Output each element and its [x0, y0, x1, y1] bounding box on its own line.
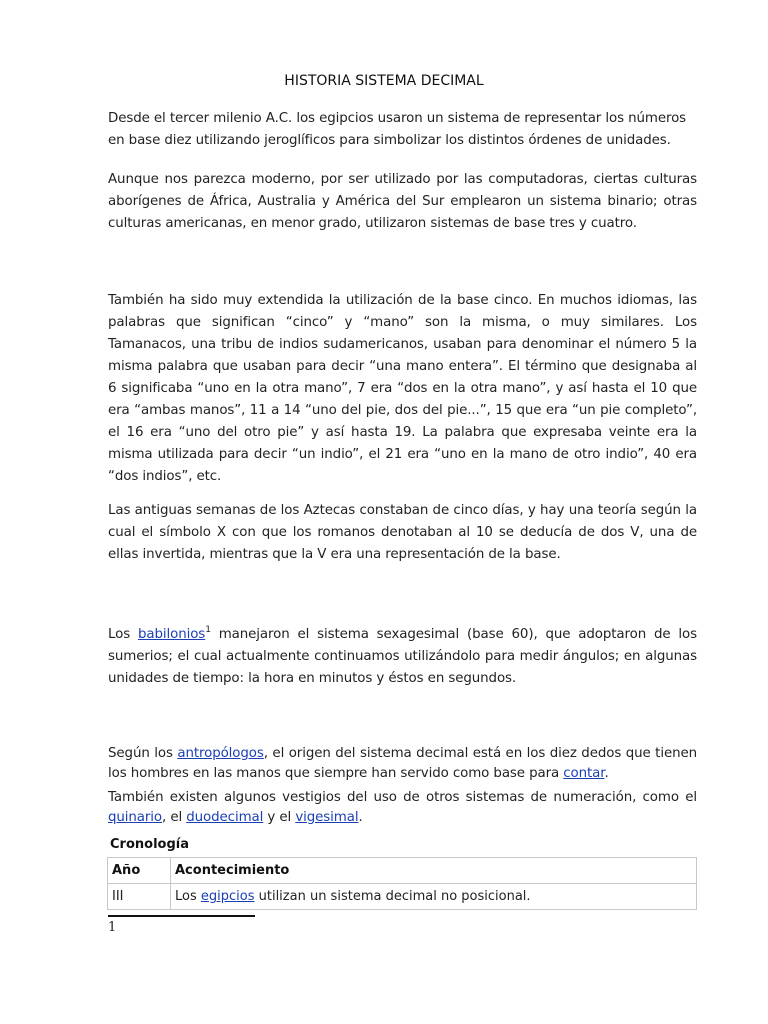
paragraph-text: . [358, 810, 363, 825]
link-duodecimal[interactable]: duodecimal [186, 810, 264, 825]
table-row [108, 884, 697, 910]
table-header-row [108, 858, 697, 884]
paragraph-antropologos [108, 744, 697, 784]
link-contar[interactable]: contar [563, 766, 605, 781]
column-header-year: Año [108, 858, 171, 884]
paragraph-text: . [604, 766, 609, 781]
paragraph-text: Los [108, 627, 138, 642]
paragraph-text: , el [162, 810, 187, 825]
paragraph-text: Según los [108, 746, 178, 761]
chronology-heading: Cronología [110, 837, 189, 852]
paragraph-text: , el origen del sistema decimal está en los diez dedos que tienen los hombres en las manos que siempre han servido como base para [108, 746, 697, 781]
cell-event [171, 884, 697, 910]
paragraph-aztecas: Las antiguas semanas de los Aztecas constaban de cinco días, y hay una teoría según la cual el símbolo X con que los romanos denotaban al 10 se deducía de dos V, una de ellas invertida, mientras que la V era una representación de la base. [108, 503, 697, 562]
footnote-reference[interactable]: 1 [205, 625, 211, 635]
cell-year: III [108, 884, 171, 910]
link-vigesimal[interactable]: vigesimal [295, 810, 359, 825]
paragraph-babilonios [108, 624, 697, 690]
column-header-event: Acontecimiento [171, 858, 697, 884]
link-quinario[interactable]: quinario [108, 810, 163, 825]
paragraph-text: y el [263, 810, 296, 825]
cell-text: utilizan un sistema decimal no posicional. [254, 889, 531, 904]
paragraph-base-cinco: También ha sido muy extendida la utilización de la base cinco. En muchos idiomas, las palabras que significan “cinco” y “mano” son la misma, o muy similares. Los Tamanacos, una tribu de indios sudamericanos, usaban para denominar el número 5 la misma palabra que usaban para decir “una mano entera”. El término que designaba al 6 significaba “uno en la otra mano”, 7 era “dos en la otra mano”, y así hasta el 10 que era “ambas manos”, 11 a 14 “uno del pie, dos del pie...”, 15 que era “un pie completo”, el 16 era “uno del otro pie” y así hasta 19. La palabra que expresaba veinte era la misma utilizada para decir “un indio”, el 21 era “uno en la mano de otro indio”, 40 era “dos indios”, etc. [108, 293, 697, 484]
cell-text: Los [175, 889, 201, 904]
chronology-table [107, 857, 697, 910]
paragraph-binario: Aunque nos parezca moderno, por ser utilizado por las computadoras, ciertas culturas aborígenes de África, Australia y América del Sur emplearon un sistema binario; otras culturas americanas, en menor grado, utilizaron sistemas de base tres y cuatro. [108, 172, 697, 231]
page-title: HISTORIA SISTEMA DECIMAL [284, 73, 484, 89]
paragraph-text: manejaron el sistema sexagesimal (base 60), que adoptaron de los sumerios; el cual actualmente continuamos utilizándolo para medir ángulos; en algunas unidades de tiempo: la hora en minutos y éstos en segundos. [108, 627, 697, 686]
link-egipcios[interactable]: egipcios [200, 889, 255, 904]
link-antropologos[interactable]: antropólogos [177, 746, 264, 761]
link-babilonios[interactable]: babilonios [137, 627, 206, 642]
footnote-number: 1 [108, 920, 117, 935]
footnote-separator [108, 915, 255, 917]
paragraph-egipcios: Desde el tercer milenio A.C. los egipcios usaron un sistema de representar los números en base diez utilizando jeroglíficos para simbolizar los distintos órdenes de unidades. [108, 111, 687, 148]
paragraph-otros-sistemas [108, 788, 697, 828]
paragraph-text: También existen algunos vestigios del uso de otros sistemas de numeración, como el [108, 790, 697, 805]
